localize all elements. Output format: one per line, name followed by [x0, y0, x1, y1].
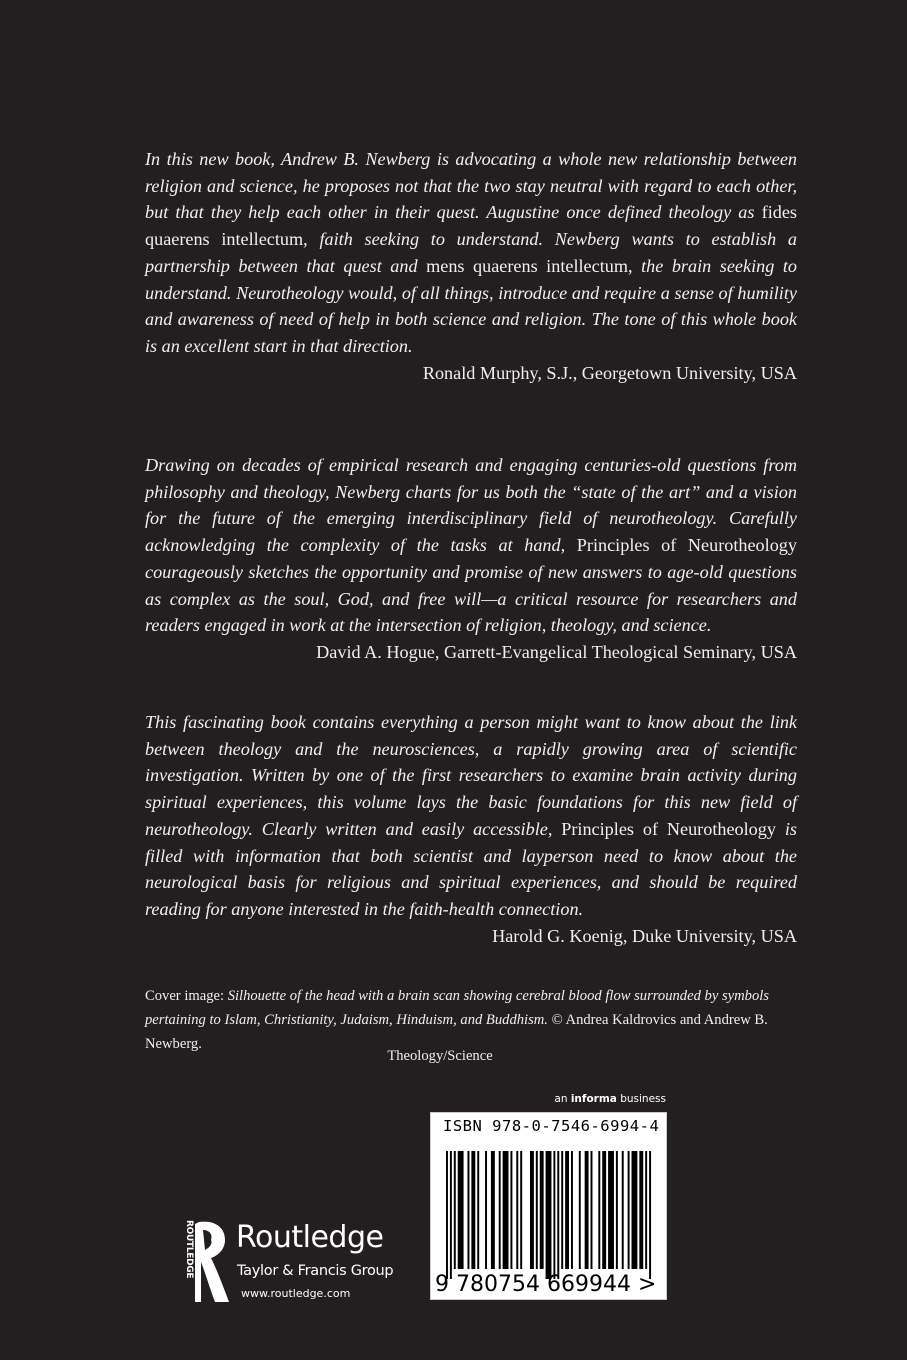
quote-segment: the brain seeking to understand. Neurotheology would, of all things, introduce and require a sense of humility and awareness of need of help in both science and religion. The tone of this whole book is an excellent start in that direction.	[145, 255, 797, 356]
credit-description: Silhouette of the head with a brain scan showing cerebral blood flow surrounded by symbols pertaining to Islam, Christianity, Judaism, Hinduism, and Buddhism.	[145, 988, 769, 1028]
quote-segment: Drawing on decades of empirical research and engaging centuries-old questions from philosophy and theology, Newberg charts for us both the “state of the art” and a vision for the future of the emerging interdisciplinary field of neurotheology. Carefully acknowledging the complexity of the tasks at hand,	[145, 455, 797, 556]
barcode-bar	[632, 1151, 638, 1269]
barcode-bar	[639, 1151, 643, 1269]
barcode-bar	[536, 1151, 538, 1269]
barcode-bar	[553, 1151, 555, 1279]
informa-tagline	[554, 1093, 666, 1105]
barcode-bar	[561, 1151, 563, 1269]
barcode-bar	[608, 1151, 614, 1269]
barcode-bar	[510, 1151, 512, 1269]
barcode-bar	[591, 1151, 593, 1269]
barcode-bar	[628, 1151, 630, 1269]
quote-title-segment: fides quaerens intellectum,	[145, 202, 797, 250]
barcode-bar	[471, 1151, 475, 1269]
barcode-bar	[540, 1151, 544, 1269]
barcode-bar	[503, 1151, 509, 1269]
barcode-bar	[530, 1151, 534, 1269]
quote-segment: faith seeking to understand. Newberg wants to establish a partnership between that quest and	[145, 229, 798, 276]
quote-title-segment: mens quaerens intellectum,	[426, 255, 633, 276]
publisher-group: Taylor & Francis Group	[237, 1263, 394, 1279]
barcode-bar	[477, 1151, 479, 1269]
barcode-bar	[602, 1151, 606, 1269]
barcode-bar	[649, 1151, 651, 1279]
barcode-bar	[557, 1151, 559, 1279]
quote-title-segment: Principles of Neurotheology	[561, 818, 776, 839]
quote-text	[145, 452, 797, 639]
barcode-bar	[520, 1151, 522, 1269]
cover-image-credit	[145, 984, 805, 1056]
routledge-logo	[178, 1220, 438, 1310]
barcode-bar	[467, 1151, 469, 1269]
endorsement-quote	[145, 452, 797, 665]
barcode-bar	[446, 1151, 448, 1279]
barcode-bar	[491, 1151, 495, 1269]
credit-copyright: © Andrea Kaldrovics and Andrew B. Newberg.	[145, 1012, 768, 1052]
barcode-bar	[571, 1151, 573, 1269]
barcode-bar	[546, 1151, 552, 1279]
quote-title-segment: Principles of Neurotheology	[576, 535, 797, 556]
barcode-bars	[446, 1151, 653, 1279]
quote-attribution: Harold G. Koenig, Duke University, USA	[492, 925, 797, 946]
isbn-text: ISBN 978-0-7546-6994-4	[443, 1117, 660, 1135]
quote-attribution: David A. Hogue, Garrett-Evangelical Theological Seminary, USA	[316, 641, 797, 662]
quote-attribution: Ronald Murphy, S.J., Georgetown University, USA	[422, 362, 797, 383]
barcode-bar	[516, 1151, 518, 1269]
informa-suffix: business	[616, 1093, 666, 1105]
publisher-url[interactable]: www.routledge.com	[241, 1287, 351, 1300]
isbn-barcode	[430, 1112, 667, 1300]
barcode-bar	[645, 1151, 647, 1269]
barcode-bar	[616, 1151, 618, 1269]
barcode-bar	[579, 1151, 581, 1269]
quote-segment: In this new book, Andrew B. Newberg is advocating a whole new relationship between religion and science, he proposes not that the two stay neutral with regard to each other, but that they help each other in their quest. Augustine once defined theology as	[145, 149, 797, 223]
barcode-bar	[458, 1151, 464, 1269]
quote-text	[145, 709, 797, 923]
barcode-bar	[622, 1151, 624, 1269]
barcode-bar	[485, 1151, 487, 1269]
informa-brand: informa	[570, 1093, 617, 1105]
credit-label: Cover image:	[145, 988, 228, 1004]
informa-prefix: an	[554, 1093, 571, 1105]
quote-text	[145, 146, 797, 360]
quote-segment: This fascinating book contains everything a person might want to know about the link between theology and the neurosciences, a rapidly growing area of scientific investigation. Written by one of the first researchers to examine brain activity during spiritual experiences, this volume lays the basic foundations for this new field of neurotheology. Clearly written and easily accessible,	[145, 712, 797, 839]
barcode-bar	[454, 1151, 456, 1269]
quote-segment: courageously sketches the opportunity and promise of new answers to age-old questions as complex as the soul, God, and free will—a critical resource for researchers and readers engaged in work at the intersection of religion, theology, and science.	[145, 561, 797, 636]
subject-category: Theology/Science	[387, 1048, 493, 1064]
endorsement-quote	[145, 146, 797, 386]
publisher-name: Routledge	[236, 1220, 384, 1255]
barcode-bar	[450, 1151, 452, 1279]
barcode-bar	[499, 1151, 501, 1269]
endorsement-quote	[145, 709, 797, 949]
logo-vertical-text: ROUTLEDGE	[184, 1220, 194, 1279]
barcode-bar	[585, 1151, 589, 1269]
barcode-bar	[598, 1151, 600, 1269]
quote-segment: is filled with information that both scientist and layperson need to know about the neurological basis for religious and spiritual experiences, and should be required reading for anyone interested in the faith-health connection.	[145, 818, 797, 919]
routledge-r-icon	[195, 1220, 231, 1304]
ean-digits: 9 780754 669944 >	[435, 1272, 657, 1297]
barcode-bar	[565, 1151, 569, 1269]
